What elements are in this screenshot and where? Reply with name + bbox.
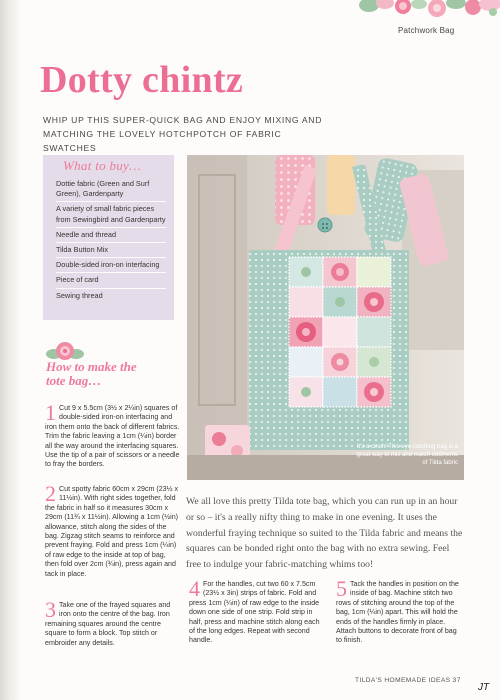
step-number: 2	[45, 481, 56, 506]
tote-bag-illustration	[187, 155, 464, 480]
step-number: 4	[189, 576, 200, 601]
step-5	[336, 576, 463, 646]
buy-item: Double-sided iron-on interfacing	[56, 258, 166, 273]
page-footer	[355, 677, 461, 684]
step-number: 5	[336, 576, 347, 601]
how-to-heading: How to make the tote bag…	[46, 359, 137, 388]
tote-bag-photo	[187, 155, 464, 480]
magazine-name: TILDA'S HOMEMADE IDEAS	[355, 677, 451, 684]
buy-item: A variety of small fabric pieces from Sewingbird and Gardenparty	[56, 202, 166, 227]
standfirst: WHIP UP THIS SUPER-QUICK BAG AND ENJOY MIXING AND MATCHING THE LOVELY HOTCHPOTCH OF FABRIC SWATCHES	[43, 115, 323, 153]
page-spine-shadow	[0, 0, 22, 700]
step-text: Cut spotty fabric 60cm x 29cm (23½ x 11½in). With right sides together, fold the fabric in half so it measures 30cm x 29cm (11¾ x 11½in). Allowing a 1cm (½in) allowance, stitch along the sides of the bag. Zigzag stitch seams to reinforce and prevent fraying. Fold and press 1cm (¼in) of raw edge to the inside at top of bag, then fold over 2cm (¾in), press again and tack in place.	[45, 485, 179, 578]
step-text: For the handles, cut two 60 x 7.5cm (23½ x 3in) strips of fabric. Fold and press 1cm (¼in) of raw edge to the inside down one side of one strip. Fold strip in half, press and machine stitch along each of the long edges. Repeat with second handle.	[189, 580, 320, 645]
page-number: 37	[452, 677, 461, 684]
step-2	[45, 481, 180, 579]
what-to-buy-box	[43, 155, 174, 320]
signature-initials: JT	[478, 682, 490, 693]
step-number: 1	[45, 400, 56, 425]
step-text: Cut 9 x 5.5cm (3½ x 2¼in) squares of double-sided iron-on interfacing and iron them onto the back of different fabrics. Trim the fabric leaving a 1cm (¼in) border all the way around the interfacing squares. Use the tip of a pair of scissors or a needle to fray the borders.	[45, 404, 180, 469]
intro-paragraph: We all love this pretty Tilda tote bag, which you can run up in an hour or so – it's a really nifty thing to make in one evening. It uses the wonderful fraying technique so suited to the Tilda fabric and means the squares can be bonded right onto the bag with no extra sewing. Feel free to indulge your fabric-matching whims too!	[186, 496, 463, 571]
buy-item: Piece of card	[56, 273, 166, 288]
photo-caption: It's a cinch! This eye-catching bag is a great way to mix and match oddments of Tilda fabric	[356, 444, 458, 466]
step-1	[45, 400, 180, 470]
step-number: 3	[45, 597, 56, 622]
step-3	[45, 597, 180, 648]
floral-corner-decoration	[355, 0, 500, 22]
step-4	[189, 576, 322, 646]
buy-item: Tilda Button Mix	[56, 243, 166, 258]
page-title: Dotty chintz	[40, 59, 244, 101]
what-to-buy-heading: What to buy…	[63, 158, 141, 173]
buy-item: Needle and thread	[56, 228, 166, 243]
section-tab: Patchwork Bag	[398, 26, 455, 35]
step-text: Tack the handles in position on the inside of bag. Machine stitch two rows of stitching around the top of the bag, 1cm (¼in) apart. This will hold the ends of the handles firmly in place. Attach buttons to decorate front of bag to finish.	[336, 580, 459, 645]
buy-item: Dottie fabric (Green and Surf Green), Gardenparty	[56, 177, 166, 202]
buy-item: Sewing thread	[56, 290, 103, 300]
step-text: Take one of the frayed squares and iron onto the centre of the bag. Iron remaining squares around the centre square to form a block. Top stitch or embroider any details.	[45, 601, 171, 647]
